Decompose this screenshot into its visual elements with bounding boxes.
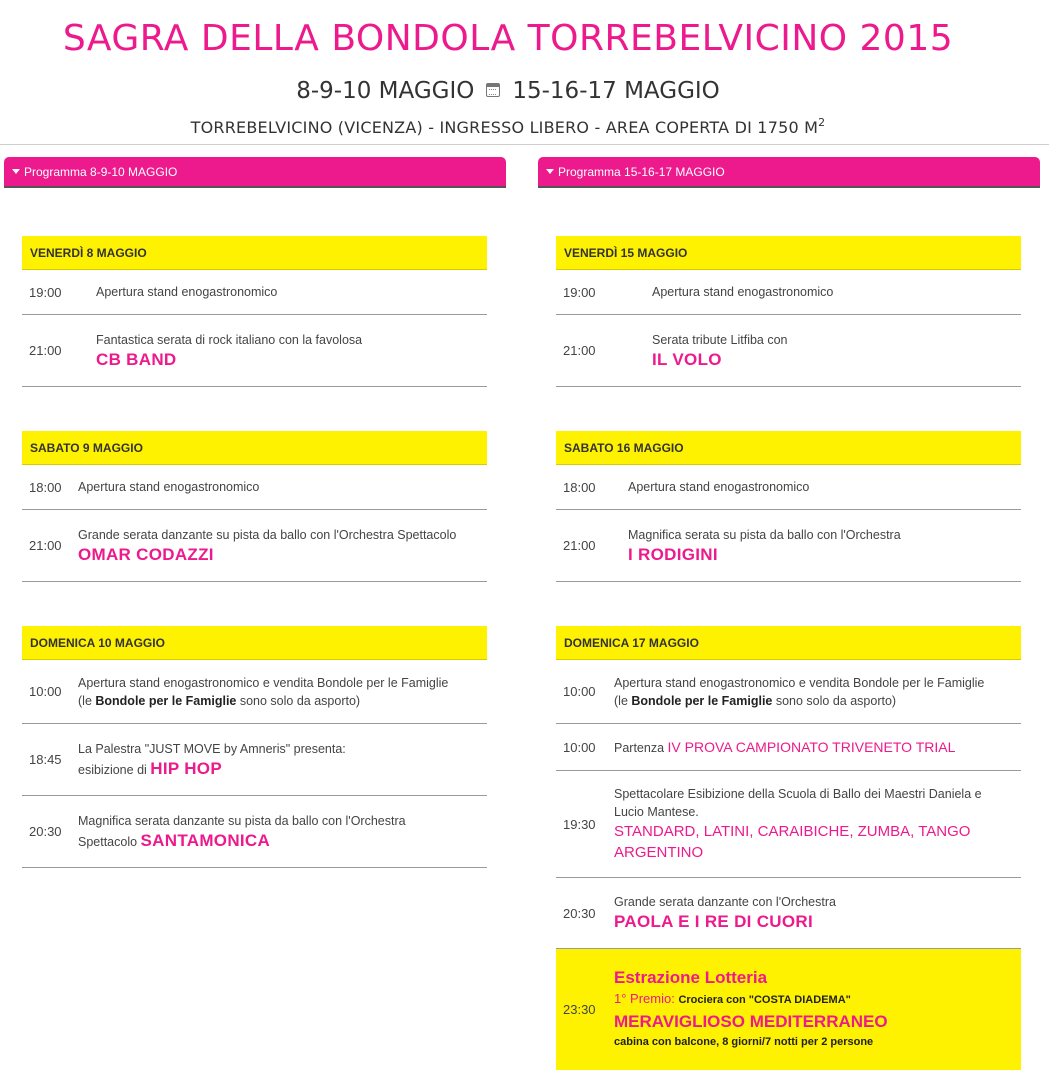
row-time: 10:00: [563, 684, 596, 699]
row-time: 18:00: [29, 479, 62, 495]
schedule-row: [556, 724, 1021, 771]
headliner: IL VOLO: [652, 349, 722, 369]
headliner: HIP HOP: [150, 758, 222, 778]
row-desc-text: Fantastica serata di rock italiano con la favolosa: [96, 332, 363, 347]
headliner: I RODIGINI: [628, 544, 718, 564]
event-dates: [0, 78, 1016, 104]
row-prefix: Partenza: [614, 740, 668, 755]
row-note: (le Bondole per le Famiglie sono solo da asporto): [614, 693, 897, 708]
row-desc-text: Serata tribute Litfiba con: [652, 332, 788, 347]
row-prefix: Spettacolo: [78, 834, 141, 849]
headliner: CB BAND: [96, 349, 177, 369]
day-header: DOMENICA 17 MAGGIO: [556, 626, 1021, 660]
headliner: SANTAMONICA: [140, 830, 271, 850]
row-desc: [604, 785, 1021, 863]
row-time: 21:00: [563, 538, 596, 553]
schedule-row: [22, 315, 487, 387]
caret-down-icon: [546, 169, 554, 174]
schedule-row: [556, 660, 1021, 724]
row-desc: [70, 812, 487, 852]
headliner: IV PROVA CAMPIONATO TRIVENETO TRIAL: [667, 738, 956, 755]
prize-headline: MERAVIGLIOSO MEDITERRANEO: [614, 1011, 888, 1031]
row-desc-text: Grande serata danzante con l'Orchestra: [614, 895, 836, 909]
schedule-row: [22, 510, 487, 582]
row-desc-text: Apertura stand enogastronomico e vendita Bondole per le Famiglie: [614, 675, 985, 690]
prize-note: cabina con balcone, 8 giorni/7 notti per 2 persone: [614, 1035, 874, 1048]
schedule-row: [556, 315, 1021, 387]
event-subtitle: [0, 116, 1016, 137]
day-block-friday-8: [22, 236, 487, 387]
row-time: 10:00: [563, 739, 596, 755]
row-time: 18:00: [563, 479, 596, 495]
headliner: OMAR CODAZZI: [78, 544, 214, 564]
row-time: 10:00: [29, 684, 62, 699]
row-time: 21:00: [29, 538, 62, 553]
day-block-sunday-17: [556, 626, 1021, 1070]
row-time: 18:45: [29, 752, 62, 767]
row-time: 23:30: [563, 1002, 596, 1017]
row-desc: [604, 893, 1021, 933]
day-header: VENERDÌ 8 MAGGIO: [22, 236, 487, 270]
row-prefix: esibizione di: [78, 762, 151, 777]
day-header: DOMENICA 10 MAGGIO: [22, 626, 487, 660]
schedule-row: [556, 465, 1021, 510]
row-time: 19:00: [29, 284, 62, 300]
schedule-row: [556, 771, 1021, 878]
headliner: PAOLA E I RE DI CUORI: [614, 912, 813, 931]
headliner: STANDARD, LATINI, CARAIBICHE, ZUMBA, TANGO ARGENTINO: [614, 823, 971, 861]
tab-label: Programma 8-9-10 MAGGIO: [24, 165, 178, 179]
program-column-first: [4, 157, 506, 850]
row-desc: [604, 738, 1021, 757]
row-desc: [604, 967, 1021, 1053]
row-time: 21:00: [563, 343, 596, 358]
schedule-row: [556, 510, 1021, 582]
row-time: 21:00: [29, 343, 62, 358]
page-title: SAGRA DELLA BONDOLA TORREBELVICINO 2015: [62, 18, 954, 59]
header-divider: [0, 144, 1049, 145]
row-desc: [70, 674, 487, 710]
row-time: 19:00: [563, 284, 596, 300]
row-desc-text: La Palestra "JUST MOVE by Amneris" presenta:: [78, 741, 346, 756]
prize-text: Crociera con "COSTA DIADEMA": [678, 993, 851, 1006]
dates-first: 8-9-10 MAGGIO: [296, 78, 475, 104]
schedule-row: [556, 270, 1021, 315]
calendar-icon: [486, 83, 500, 97]
prize-label: 1° Premio:: [614, 990, 679, 1006]
row-desc-text: Magnifica serata danzante su pista da ballo con l'Orchestra: [78, 813, 406, 828]
day-header: SABATO 9 MAGGIO: [22, 431, 487, 465]
schedule-row: [22, 796, 487, 868]
row-desc: [604, 331, 1021, 371]
row-desc: [604, 526, 1021, 566]
schedule-row: [556, 878, 1021, 948]
row-desc: Apertura stand enogastronomico: [652, 285, 834, 299]
row-desc: Apertura stand enogastronomico: [96, 285, 278, 299]
row-time: 20:30: [563, 905, 596, 921]
row-desc: [604, 674, 1021, 710]
lottery-title: Estrazione Lotteria: [614, 967, 768, 987]
row-desc-text: Magnifica serata su pista da ballo con l'Orchestra: [628, 527, 901, 542]
schedule-row: [22, 724, 487, 796]
row-desc-text: Grande serata danzante su pista da ballo con l'Orchestra Spettacolo: [78, 527, 457, 542]
row-desc: Apertura stand enogastronomico: [78, 480, 260, 494]
row-desc: [70, 526, 487, 566]
day-header: SABATO 16 MAGGIO: [556, 431, 1021, 465]
program-column-second: [538, 157, 1040, 1048]
lottery-row: [556, 948, 1021, 1070]
day-block-saturday-16: [556, 431, 1021, 582]
schedule-row: [22, 270, 487, 315]
tab-label: Programma 15-16-17 MAGGIO: [558, 165, 725, 179]
row-desc-text: Spettacolare Esibizione della Scuola di Ballo dei Maestri Daniela e Lucio Mantese.: [614, 787, 982, 819]
day-header: VENERDÌ 15 MAGGIO: [556, 236, 1021, 270]
row-desc-text: Apertura stand enogastronomico e vendita Bondole per le Famiglie: [78, 675, 449, 690]
row-desc: [70, 740, 487, 780]
row-time: 19:30: [563, 816, 596, 832]
caret-down-icon: [12, 169, 20, 174]
day-block-sunday-10: [22, 626, 487, 868]
row-note: (le Bondole per le Famiglie sono solo da asporto): [78, 693, 361, 708]
schedule-row: [22, 465, 487, 510]
row-time: 20:30: [29, 824, 62, 839]
subtitle-text: TORREBELVICINO (VICENZA) - INGRESSO LIBERO - AREA COPERTA DI 1750 M: [190, 118, 819, 137]
dates-second: 15-16-17 MAGGIO: [512, 78, 720, 104]
schedule-row: [22, 660, 487, 724]
day-block-saturday-9: [22, 431, 487, 582]
day-block-friday-15: [556, 236, 1021, 387]
row-desc: Apertura stand enogastronomico: [628, 480, 810, 494]
row-desc: [70, 331, 487, 371]
tab-program-second[interactable]: [538, 157, 1040, 188]
subtitle-sup: 2: [818, 116, 826, 129]
tab-program-first[interactable]: [4, 157, 506, 188]
